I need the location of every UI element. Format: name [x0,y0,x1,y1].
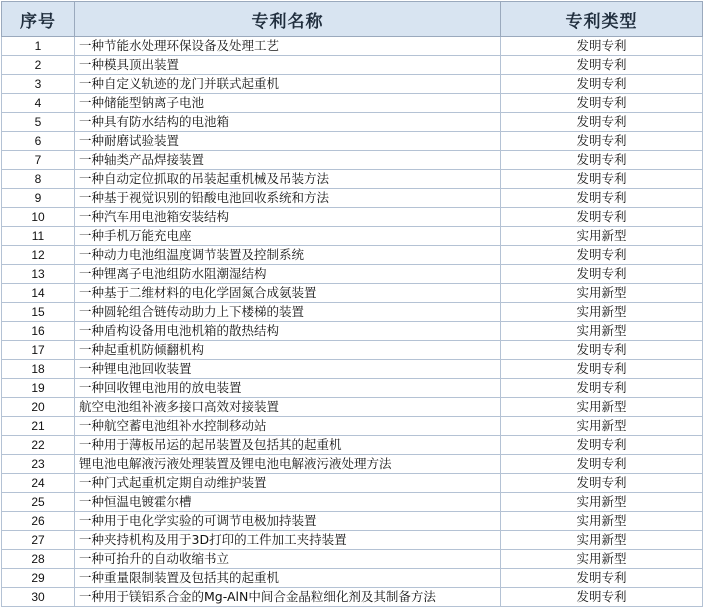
row-patent-type: 发明专利 [501,151,703,170]
table-row [2,265,703,284]
row-patent-name: 一种动力电池组温度调节装置及控制系统 [75,246,501,265]
row-patent-name: 一种自动定位抓取的吊装起重机械及吊装方法 [75,170,501,189]
header-patent-name: 专利名称 [75,2,501,37]
row-patent-name: 一种锂电池回收装置 [75,360,501,379]
row-patent-name: 锂电池电解液污液处理装置及锂电池电解液污液处理方法 [75,455,501,474]
row-patent-name: 一种起重机防倾翻机构 [75,341,501,360]
row-serial-number: 19 [2,379,75,398]
row-patent-type: 实用新型 [501,322,703,341]
row-patent-name: 一种基于二维材料的电化学固氮合成氨装置 [75,284,501,303]
table-row [2,455,703,474]
row-patent-name: 一种基于视觉识别的铅酸电池回收系统和方法 [75,189,501,208]
table-row [2,341,703,360]
row-patent-name: 一种夹持机构及用于3D打印的工件加工夹持装置 [75,531,501,550]
row-patent-name: 一种门式起重机定期自动维护装置 [75,474,501,493]
row-serial-number: 6 [2,132,75,151]
table-row [2,75,703,94]
row-patent-name: 一种可抬升的自动收缩书立 [75,550,501,569]
header-patent-type: 专利类型 [501,2,703,37]
row-patent-name: 一种用于薄板吊运的起吊装置及包括其的起重机 [75,436,501,455]
row-patent-type: 发明专利 [501,132,703,151]
table-row [2,284,703,303]
table-row [2,512,703,531]
row-patent-type: 实用新型 [501,398,703,417]
row-patent-type: 发明专利 [501,474,703,493]
row-serial-number: 8 [2,170,75,189]
table-row [2,303,703,322]
row-serial-number: 2 [2,56,75,75]
row-serial-number: 28 [2,550,75,569]
row-patent-type: 发明专利 [501,94,703,113]
row-serial-number: 16 [2,322,75,341]
table-row [2,113,703,132]
table-row [2,550,703,569]
row-serial-number: 17 [2,341,75,360]
table-row [2,588,703,607]
row-serial-number: 29 [2,569,75,588]
row-patent-type: 发明专利 [501,170,703,189]
row-patent-name: 一种回收锂电池用的放电装置 [75,379,501,398]
row-patent-name: 航空电池组补液多接口高效对接装置 [75,398,501,417]
row-serial-number: 24 [2,474,75,493]
row-serial-number: 27 [2,531,75,550]
row-patent-type: 发明专利 [501,379,703,398]
table-row [2,151,703,170]
row-patent-type: 发明专利 [501,455,703,474]
table-row [2,132,703,151]
row-patent-name: 一种用于镁铝系合金的Mg-AlN中间合金晶粒细化剂及其制备方法 [75,588,501,607]
row-serial-number: 14 [2,284,75,303]
row-patent-type: 实用新型 [501,512,703,531]
table-row [2,246,703,265]
row-patent-name: 一种手机万能充电座 [75,227,501,246]
row-patent-type: 发明专利 [501,436,703,455]
row-serial-number: 12 [2,246,75,265]
row-patent-name: 一种耐磨试验装置 [75,132,501,151]
header-serial-number: 序号 [2,2,75,37]
row-serial-number: 11 [2,227,75,246]
row-patent-name: 一种圆轮组合链传动助力上下楼梯的装置 [75,303,501,322]
row-patent-type: 发明专利 [501,569,703,588]
row-serial-number: 7 [2,151,75,170]
row-serial-number: 1 [2,37,75,56]
row-patent-type: 发明专利 [501,75,703,94]
row-serial-number: 5 [2,113,75,132]
table-row [2,531,703,550]
table-row [2,37,703,56]
row-serial-number: 13 [2,265,75,284]
table-row [2,94,703,113]
row-serial-number: 4 [2,94,75,113]
row-serial-number: 9 [2,189,75,208]
table-row [2,417,703,436]
row-patent-type: 发明专利 [501,37,703,56]
row-patent-type: 实用新型 [501,417,703,436]
table-row [2,227,703,246]
row-patent-type: 发明专利 [501,113,703,132]
table-row [2,569,703,588]
row-patent-name: 一种锂离子电池组防水阻潮湿结构 [75,265,501,284]
table-row [2,360,703,379]
row-patent-name: 一种模具顶出装置 [75,56,501,75]
table-row [2,208,703,227]
table-row [2,56,703,75]
row-patent-name: 一种具有防水结构的电池箱 [75,113,501,132]
row-patent-type: 发明专利 [501,341,703,360]
patent-table [1,1,703,607]
row-serial-number: 22 [2,436,75,455]
row-patent-name: 一种航空蓄电池组补水控制移动站 [75,417,501,436]
row-serial-number: 18 [2,360,75,379]
table-row [2,493,703,512]
row-serial-number: 3 [2,75,75,94]
table-row [2,170,703,189]
table-row [2,379,703,398]
row-patent-name: 一种储能型钠离子电池 [75,94,501,113]
row-patent-type: 发明专利 [501,189,703,208]
row-serial-number: 25 [2,493,75,512]
row-serial-number: 30 [2,588,75,607]
table-row [2,322,703,341]
row-patent-name: 一种自定义轨迹的龙门并联式起重机 [75,75,501,94]
header-row [2,2,703,37]
row-patent-name: 一种盾构设备用电池机箱的散热结构 [75,322,501,341]
row-patent-name: 一种恒温电镀霍尔槽 [75,493,501,512]
row-patent-type: 发明专利 [501,360,703,379]
patent-table-body [2,37,703,607]
row-patent-type: 实用新型 [501,227,703,246]
table-row [2,436,703,455]
row-serial-number: 23 [2,455,75,474]
row-serial-number: 21 [2,417,75,436]
row-serial-number: 20 [2,398,75,417]
row-patent-type: 实用新型 [501,550,703,569]
row-patent-type: 发明专利 [501,56,703,75]
row-patent-type: 发明专利 [501,246,703,265]
row-patent-type: 实用新型 [501,493,703,512]
row-patent-type: 发明专利 [501,588,703,607]
table-row [2,189,703,208]
row-patent-type: 发明专利 [501,208,703,227]
row-serial-number: 10 [2,208,75,227]
row-serial-number: 15 [2,303,75,322]
row-patent-name: 一种节能水处理环保设备及处理工艺 [75,37,501,56]
row-patent-type: 实用新型 [501,531,703,550]
table-row [2,398,703,417]
row-patent-type: 实用新型 [501,303,703,322]
row-patent-name: 一种轴类产品焊接装置 [75,151,501,170]
table-row [2,474,703,493]
row-patent-name: 一种重量限制装置及包括其的起重机 [75,569,501,588]
row-patent-name: 一种汽车用电池箱安装结构 [75,208,501,227]
row-serial-number: 26 [2,512,75,531]
row-patent-type: 实用新型 [501,284,703,303]
row-patent-type: 发明专利 [501,265,703,284]
row-patent-name: 一种用于电化学实验的可调节电极加持装置 [75,512,501,531]
